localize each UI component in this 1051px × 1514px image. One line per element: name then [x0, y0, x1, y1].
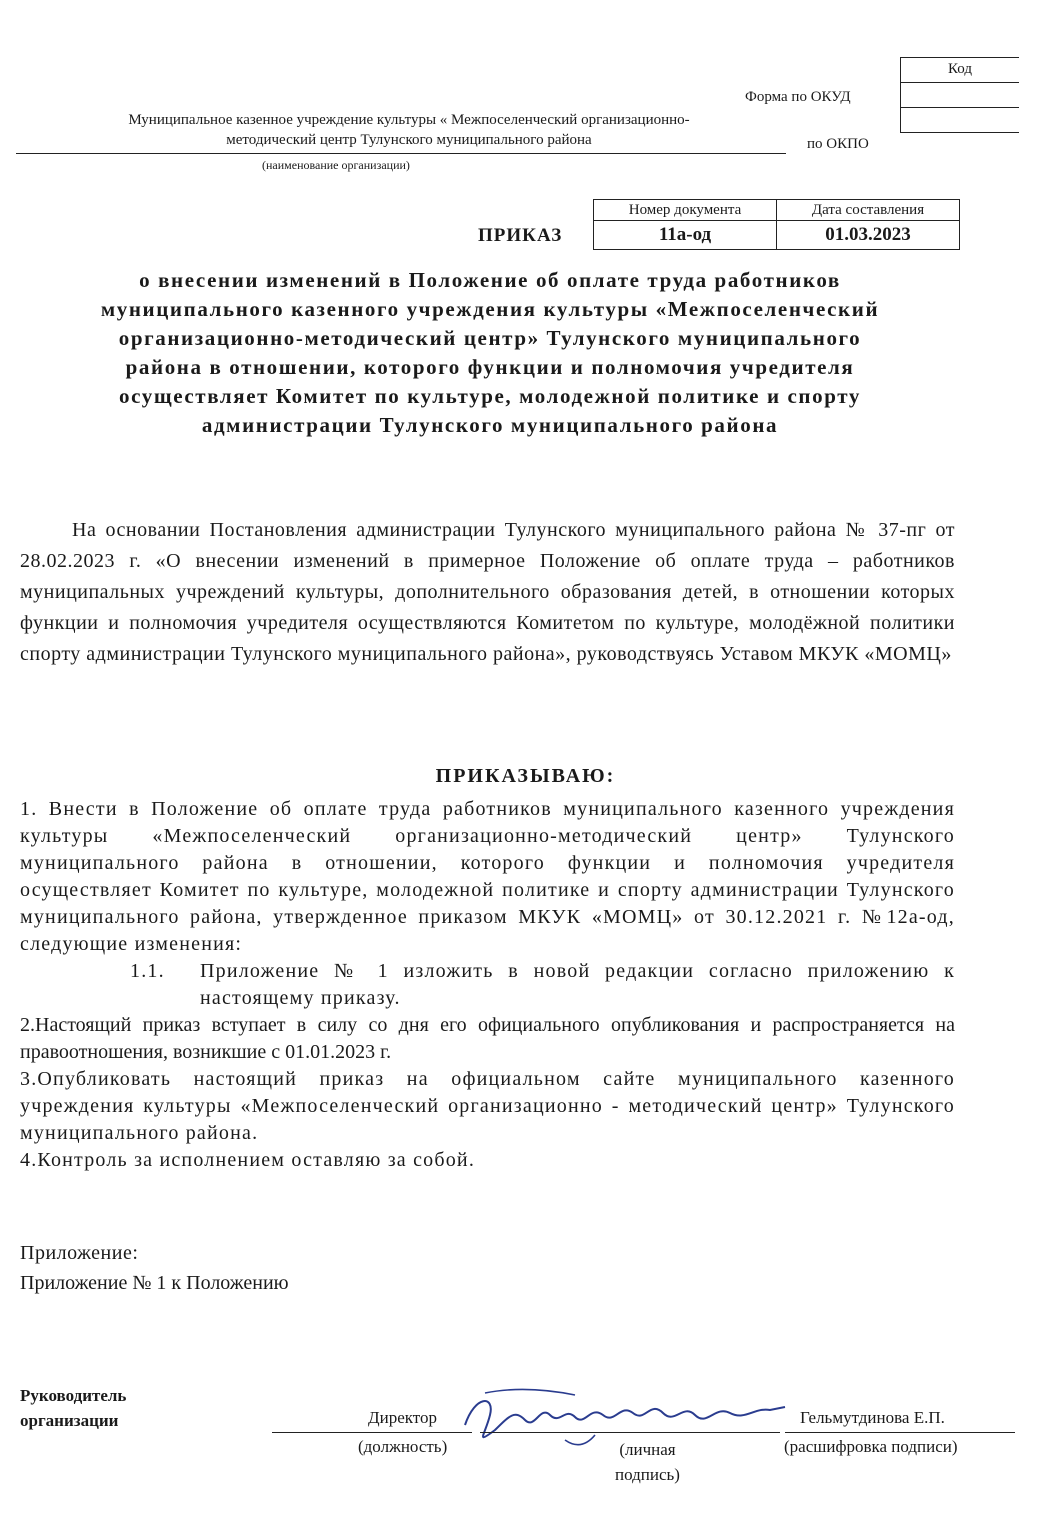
name-underline: [785, 1432, 1015, 1433]
document-title: [20, 266, 960, 440]
order-item-1-1: [20, 958, 955, 1012]
order-item-2: 2.Настоящий приказ вступает в силу со дня его официального опубликования и распространяется на правоотношения, возникшие с 01.01.2023 г.: [20, 1014, 955, 1063]
organization-line-2: методический центр Тулунского муниципального района: [226, 132, 592, 148]
order-item-4: 4.Контроль за исполнением оставляю за собой.: [20, 1149, 476, 1171]
document-table: [593, 199, 960, 250]
title-line: муниципального казенного учреждения культуры «Межпоселенческий: [100, 297, 880, 321]
okud-label: Форма по ОКУД: [745, 89, 851, 105]
number-header: Номер документа: [594, 200, 777, 221]
organization-caption: (наименование организации): [262, 158, 410, 172]
signature-caption-line-2: подпись): [615, 1465, 680, 1484]
title-line: администрации Тулунского муниципального района: [201, 413, 779, 437]
order-item-1-1-number: 1.1.: [130, 960, 165, 982]
date-header: Дата составления: [777, 200, 960, 221]
code-header: Код: [901, 57, 1019, 83]
order-item-1: 1. Внести в Положение об оплате труда работников муниципального казенного учреждения культуры «Межпоселенческий организационно-методический центр» Тулунского муниципального района в отношении, которого функции и полномочия учредителя осуществляет Комитет по культуре, молодежной политике и спорту администрации Тулунского муниципального района, утвержденное приказом МКУК «МОМЦ» от 30.12.2021 г. №12а-од, следующие изменения:: [20, 798, 955, 955]
order-item-1-1-text: Приложение № 1 изложить в новой редакции согласно приложению к настоящему приказу.: [200, 960, 955, 1009]
organization-name: [24, 110, 794, 150]
signature-position: Директор: [368, 1408, 437, 1427]
okud-code-cell: [901, 83, 1019, 108]
title-line: осуществляет Комитет по культуре, молодежной политике и спорту: [119, 384, 861, 408]
order-heading: ПРИКАЗЫВАЮ:: [435, 765, 616, 787]
title-line: о внесении изменений в Положение об оплате труда работников: [139, 268, 841, 292]
signature-underline: [480, 1432, 780, 1433]
attachment-title: Приложение:: [20, 1242, 139, 1264]
position-caption: (должность): [358, 1437, 448, 1456]
organization-line-1: Муниципальное казенное учреждение культуры « Межпоселенческий организационно-: [128, 112, 690, 128]
order-item-3: 3.Опубликовать настоящий приказ на официальном сайте муниципального казенного учреждения культуры «Межпоселенческий организационно - методический центр» Тулунского муниципального района.: [20, 1068, 955, 1144]
signature-caption-line-1: (личная: [619, 1440, 676, 1459]
signature-head: [20, 1383, 126, 1433]
preamble: На основании Постановления администрации Тулунского муниципального района № 37-пг от 28.02.2023 г. «О внесении изменений в примерное Положение об оплате труда – работников муниципальных учреждений культуры, дополнительного образования детей, в отношении которых функции и полномочия учредителя осуществляются Комитетом по культуре, молодёжной политики спорту администрации Тулунского муниципального района», руководствуясь Уставом МКУК «МОМЦ»: [20, 519, 955, 665]
signature-head-line-2: организации: [20, 1411, 119, 1430]
attachment-item: Приложение № 1 к Положению: [20, 1272, 289, 1294]
signer-name: Гельмутдинова Е.П.: [800, 1408, 945, 1427]
position-underline: [272, 1432, 472, 1433]
name-caption: (расшифровка подписи): [784, 1437, 958, 1456]
title-line: района в отношении, которого функции и полномочия учредителя: [125, 355, 855, 379]
okpo-code-cell: [901, 108, 1019, 133]
order-items: [20, 796, 955, 1174]
signature-head-line-1: Руководитель: [20, 1386, 127, 1405]
signature-caption: [615, 1437, 680, 1487]
code-box: [900, 57, 1019, 133]
okpo-label: по ОКПО: [807, 136, 869, 152]
document-number: 11а-од: [594, 221, 777, 250]
organization-underline: [16, 153, 786, 154]
document-type: ПРИКАЗ: [478, 225, 563, 246]
document-date: 01.03.2023: [777, 221, 960, 250]
title-line: организационно-методический центр» Тулунского муниципального: [118, 326, 862, 350]
